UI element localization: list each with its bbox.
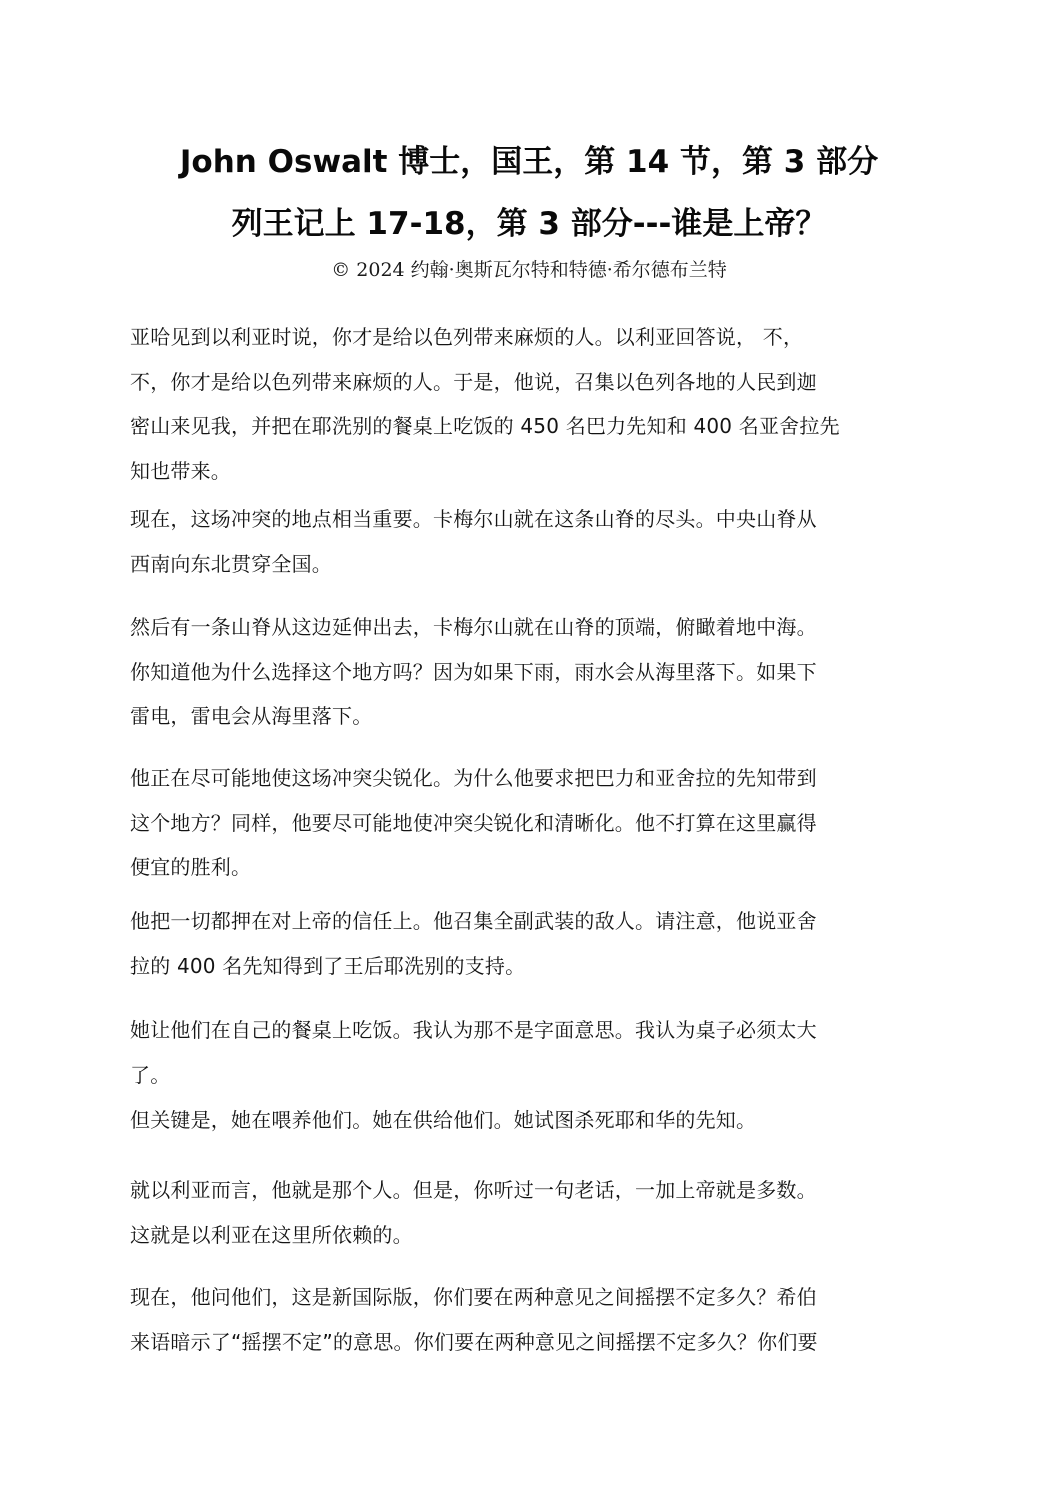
paragraph-1	[130, 315, 920, 493]
paragraph-line: 密山来见我，并把在耶洗别的餐桌上吃饭的 450 名巴力先知和 400 名亚舍拉先	[130, 414, 840, 438]
paragraph-line: 现在，他问他们，这是新国际版，你们要在两种意见之间摇摆不定多久？希伯	[130, 1285, 817, 1309]
paragraph-9	[130, 1275, 920, 1364]
paragraph-line: 来语暗示了“摇摆不定”的意思。你们要在两种意见之间摇摆不定多久？你们要	[130, 1329, 818, 1354]
paragraph-line: 但关键是，她在喂养他们。她在供给他们。她试图杀死耶和华的先知。	[130, 1108, 757, 1132]
paragraph-4	[130, 756, 920, 890]
paragraph-5	[130, 899, 920, 988]
paragraph-line: 你知道他为什么选择这个地方吗？因为如果下雨，雨水会从海里落下。如果下	[130, 659, 817, 684]
paragraph-line: 知也带来。	[130, 458, 231, 483]
paragraph-line: 了。	[130, 1062, 171, 1087]
paragraph-line: 这个地方？同样，他要尽可能地使冲突尖锐化和清晰化。他不打算在这里赢得	[130, 810, 817, 835]
paragraph-line: 亚哈见到以利亚时说，你才是给以色列带来麻烦的人。以利亚回答说， 不，	[130, 325, 804, 349]
paragraph-line: 西南向东北贯穿全国。	[130, 551, 332, 576]
paragraph-3	[130, 605, 920, 739]
paragraph-line: 就以利亚而言，他就是那个人。但是，你听过一句老话，一加上帝就是多数。	[130, 1178, 817, 1202]
paragraph-2	[130, 497, 920, 586]
paragraph-8	[130, 1168, 920, 1257]
document-title: John Oswalt 博士，国王，第 14 节，第 3 部分	[179, 144, 879, 180]
document-subtitle: 列王记上 17-18，第 3 部分---谁是上帝？	[231, 206, 827, 242]
copyright-notice: © 2024 约翰·奥斯瓦尔特和特德·希尔德布兰特	[331, 259, 727, 281]
paragraph-line: 她让他们在自己的餐桌上吃饭。我认为那不是字面意思。我认为桌子必须太大	[130, 1018, 817, 1042]
paragraph-line: 便宜的胜利。	[130, 855, 252, 879]
paragraph-line: 他把一切都押在对上帝的信任上。他召集全副武装的敌人。请注意，他说亚舍	[130, 909, 817, 933]
paragraph-line: 这就是以利亚在这里所依赖的。	[130, 1222, 413, 1247]
paragraph-7	[130, 1098, 920, 1143]
paragraph-line: 不，你才是给以色列带来麻烦的人。于是，他说，召集以色列各地的人民到迦	[130, 369, 817, 394]
paragraph-line: 拉的 400 名先知得到了王后耶洗别的支持。	[130, 953, 526, 978]
paragraph-line: 现在，这场冲突的地点相当重要。卡梅尔山就在这条山脊的尽头。中央山脊从	[130, 507, 817, 531]
paragraph-line: 雷电，雷电会从海里落下。	[130, 704, 373, 728]
paragraph-line: 然后有一条山脊从这边延伸出去，卡梅尔山就在山脊的顶端，俯瞰着地中海。	[130, 615, 817, 639]
paragraph-line: 他正在尽可能地使这场冲突尖锐化。为什么他要求把巴力和亚舍拉的先知带到	[130, 766, 817, 790]
paragraph-6	[130, 1008, 920, 1097]
